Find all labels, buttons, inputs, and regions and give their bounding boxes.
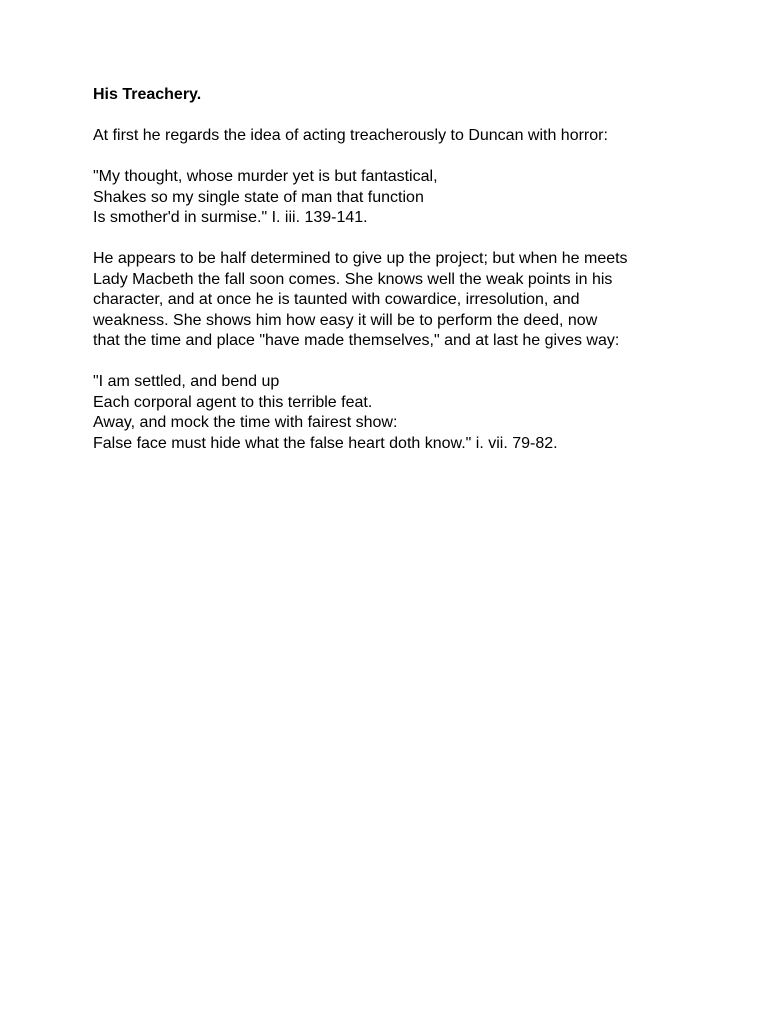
- intro-paragraph: At first he regards the idea of acting treacherously to Duncan with horror:: [93, 127, 608, 144]
- quote-line: False face must hide what the false heart doth know." i. vii. 79-82.: [93, 434, 558, 452]
- section-heading: His Treachery.: [93, 86, 202, 103]
- paragraph-line: that the time and place "have made themselves," and at last he gives way:: [93, 332, 620, 349]
- document-body: [93, 85, 733, 454]
- spacer: [93, 229, 733, 250]
- quote-line: "My thought, whose murder yet is but fantastical,: [93, 168, 438, 185]
- quote-line: Away, and mock the time with fairest show:: [93, 414, 398, 431]
- quote-line: "I am settled, and bend up: [93, 373, 280, 390]
- spacer: [93, 352, 733, 373]
- paragraph-line: character, and at once he is taunted with cowardice, irresolution, and: [93, 291, 580, 308]
- paragraph-line: weakness. She shows him how easy it will be to perform the deed, now: [93, 311, 598, 329]
- paragraph-line: Lady Macbeth the fall soon comes. She knows well the weak points in his: [93, 270, 613, 288]
- quote-line: Shakes so my single state of man that function: [93, 188, 424, 206]
- paragraph-line: He appears to be half determined to give up the project; but when he meets: [93, 250, 628, 267]
- spacer: [93, 147, 733, 168]
- quote-block-2: [93, 372, 733, 454]
- quote-block-1: [93, 167, 733, 229]
- quote-line: Is smother'd in surmise." I. iii. 139-141.: [93, 209, 368, 226]
- body-paragraph: [93, 249, 733, 352]
- quote-line: Each corporal agent to this terrible feat.: [93, 393, 373, 411]
- spacer: [93, 106, 733, 127]
